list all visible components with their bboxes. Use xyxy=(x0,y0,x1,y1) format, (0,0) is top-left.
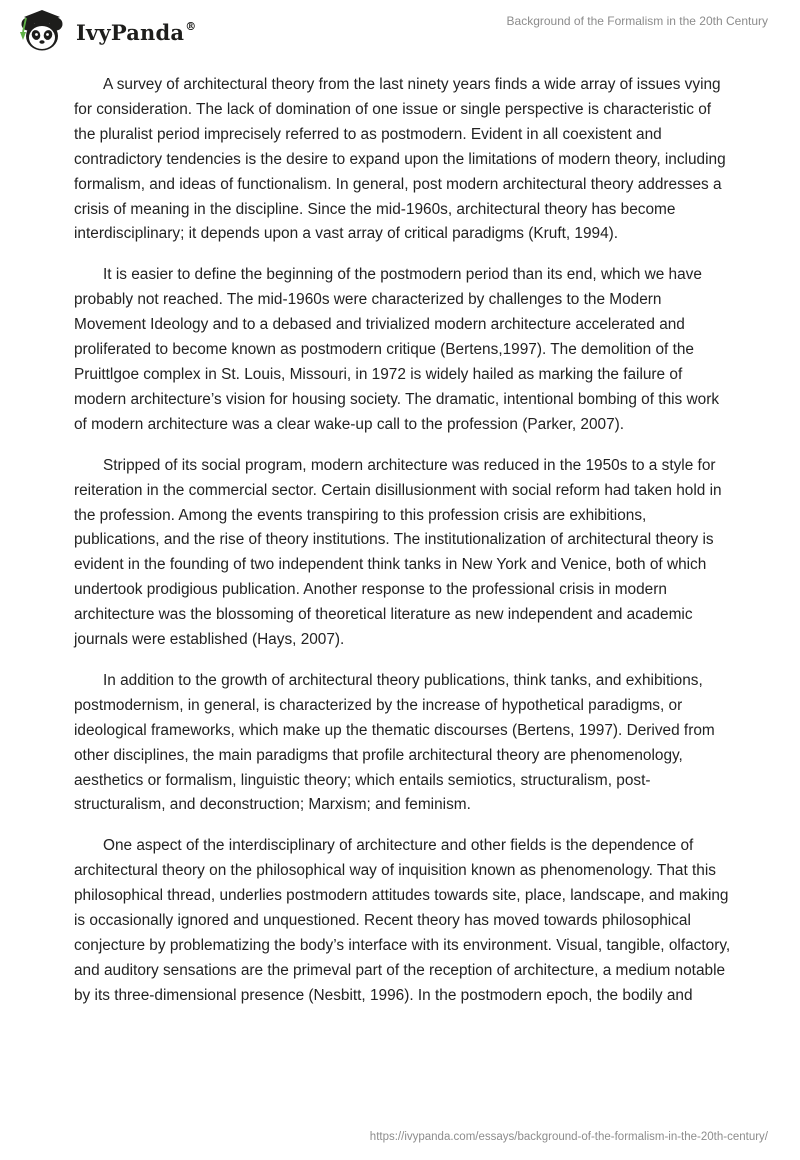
source-url[interactable]: https://ivypanda.com/essays/background-of-the-formalism-in-the-20th-century/ xyxy=(369,1131,768,1143)
ivypanda-logo[interactable] xyxy=(16,8,196,54)
brand-name: IvyPanda® xyxy=(76,19,197,45)
registered-mark: ® xyxy=(185,19,197,33)
panda-graduation-cap-icon xyxy=(16,8,68,54)
essay-body xyxy=(74,73,734,1025)
paragraph: A survey of architectural theory from the last ninety years finds a wide array of issues vying for consideration. The lack of domination of one issue or single perspective is characteristic of the pluralist period imprecisely referred to as postmodern. Evident in all coexistent and contradictory tendencies is the desire to expand upon the limitations of modern theory, including formalism, and ideas of functionalism. In general, post modern architectural theory addresses a crisis of meaning in the discipline. Since the mid-1960s, architectural theory has become interdisciplinary; it depends upon a vast array of critical paradigms (Kruft, 1994). xyxy=(74,76,726,243)
document-title: Background of the Formalism in the 20th Century xyxy=(506,14,768,28)
paragraph: One aspect of the interdisciplinary of architecture and other fields is the dependence of architectural theory on the philosophical way of inquisition known as phenomenology. That this philosophical thread, underlies postmodern attitudes towards site, place, landscape, and making is occasionally ignored and unquestioned. Recent theory has moved towards philosophical conjecture by problematizing the body’s interface with its environment. Visual, tangible, olfactory, and auditory sensations are the primeval part of the reception of architecture, a medium notable by its three-dimensional presence (Nesbitt, 1996). In the postmodern epoch, the bodily and xyxy=(74,837,731,1004)
paragraph: In addition to the growth of architectural theory publications, think tanks, and exhibitions, postmodernism, in general, is characterized by the increase of hypothetical paradigms, or ideological frameworks, which make up the thematic discourses (Bertens, 1997). Derived from other disciplines, the main paradigms that profile architectural theory are phenomenology, aesthetics or formalism, linguistic theory; which entails semiotics, structuralism, post-structuralism, and deconstruction; Marxism; and feminism. xyxy=(74,671,715,814)
paragraph: Stripped of its social program, modern architecture was reduced in the 1950s to a style for reiteration in the commercial sector. Certain disillusionment with social reform had taken hold in the profession. Among the events transpiring to this profession crisis are exhibitions, publications, and the rise of theory institutions. The institutionalization of architectural theory is evident in the founding of two independent think tanks in New York and Venice, both of which undertook prodigious publication. Another response to the professional crisis in modern architecture was the blossoming of theoretical literature as new independent and academic journals were established (Hays, 2007). xyxy=(74,456,722,649)
page-header xyxy=(0,0,800,60)
paragraph: It is easier to define the beginning of the postmodern period than its end, which we have probably not reached. The mid-1960s were characterized by challenges to the Modern Movement Ideology and to a debased and trivialized modern architecture accelerated and proliferated to become known as postmodern critique (Bertens,1997). The demolition of the Pruittlgoe complex in St. Louis, Missouri, in 1972 is widely hailed as marking the failure of modern architecture’s vision for housing society. The dramatic, intentional bombing of this work of modern architecture was a clear wake-up call to the profession (Parker, 2007). xyxy=(74,266,720,433)
